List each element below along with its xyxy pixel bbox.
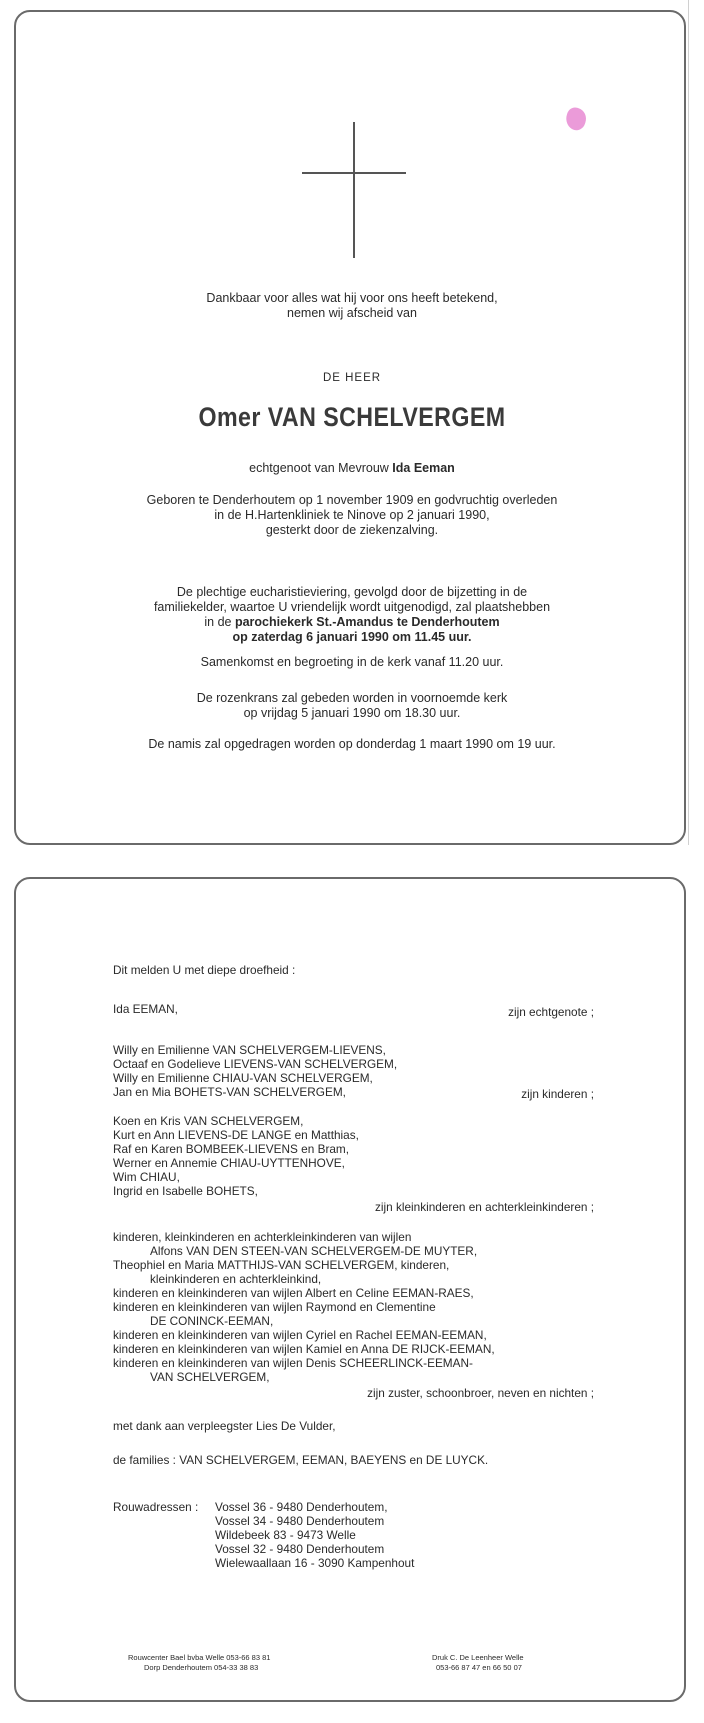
- family-entry: VAN SCHELVERGEM,: [150, 1370, 270, 1384]
- children-role: zijn kinderen ;: [521, 1087, 594, 1101]
- footer-left-line-1: Rouwcenter Bael bvba Welle 053-66 83 81: [128, 1653, 271, 1662]
- ceremony-line-1: De plechtige eucharistieviering, gevolgd door de bijzetting in de: [176, 585, 528, 599]
- address-entry: Vossel 36 - 9480 Denderhoutem,: [215, 1500, 388, 1514]
- address-entry: Wildebeek 83 - 9473 Welle: [215, 1528, 356, 1542]
- announcement-intro: Dit melden U met diepe droefheid :: [113, 963, 296, 977]
- family-entry: kinderen en kleinkinderen van wijlen Kamiel en Anna DE RIJCK-EEMAN,: [113, 1342, 495, 1356]
- family-role: zijn zuster, schoonbroer, neven en nichten ;: [367, 1386, 594, 1400]
- birth-line-2: in de H.Hartenkliniek te Ninove op 2 januari 1990,: [214, 508, 490, 522]
- address-entry: Vossel 34 - 9480 Denderhoutem: [215, 1514, 385, 1528]
- spouse-entry: Ida EEMAN,: [113, 1002, 178, 1016]
- spouse-prefix: echtgenoot van Mevrouw: [249, 461, 393, 475]
- grandchild-entry: Wim CHIAU,: [113, 1170, 180, 1184]
- spouse-role: zijn echtgenote ;: [508, 1005, 594, 1019]
- address-entry: Wielewaallaan 16 - 3090 Kampenhout: [215, 1556, 415, 1570]
- rosary-line-2: op vrijdag 5 januari 1990 om 18.30 uur.: [243, 706, 461, 720]
- family-entry: DE CONINCK-EEMAN,: [150, 1314, 274, 1328]
- child-entry: Willy en Emilienne VAN SCHELVERGEM-LIEVENS,: [113, 1043, 386, 1057]
- family-entry: Theophiel en Maria MATTHIJS-VAN SCHELVERGEM, kinderen,: [113, 1258, 450, 1272]
- nurse-thanks: met dank aan verpleegster Lies De Vulder,: [113, 1419, 336, 1433]
- footer-right-line-2: 053-66 87 47 en 66 50 07: [436, 1663, 522, 1672]
- grandchild-entry: Koen en Kris VAN SCHELVERGEM,: [113, 1114, 304, 1128]
- ceremony-date: op zaterdag 6 januari 1990 om 11.45 uur.: [232, 630, 472, 644]
- spouse-line: [0, 461, 704, 476]
- intro-line-2: nemen wij afscheid van: [287, 306, 417, 320]
- footer-right-line-1: Druk C. De Leenheer Welle: [432, 1653, 524, 1662]
- deceased-name: Omer VAN SCHELVERGEM: [198, 402, 506, 432]
- child-entry: Jan en Mia BOHETS-VAN SCHELVERGEM,: [113, 1085, 346, 1099]
- families-line: de families : VAN SCHELVERGEM, EEMAN, BAEYENS en DE LUYCK.: [113, 1453, 489, 1467]
- footer-left-line-2: Dorp Denderhoutem 054-33 38 83: [144, 1663, 259, 1672]
- family-entry: kinderen, kleinkinderen en achterkleinkinderen van wijlen: [113, 1230, 412, 1244]
- family-entry: kinderen en kleinkinderen van wijlen Denis SCHEERLINCK-EEMAN-: [113, 1356, 473, 1370]
- church-prefix: in de: [204, 615, 235, 629]
- grandchild-entry: Kurt en Ann LIEVENS-DE LANGE en Matthias,: [113, 1128, 359, 1142]
- intro-line-1: Dankbaar voor alles wat hij voor ons heeft betekend,: [206, 291, 498, 305]
- family-entry: kinderen en kleinkinderen van wijlen Cyriel en Rachel EEMAN-EEMAN,: [113, 1328, 487, 1342]
- family-entry: kinderen en kleinkinderen van wijlen Raymond en Clementine: [113, 1300, 436, 1314]
- cross-icon-horizontal: [302, 172, 406, 174]
- child-entry: Octaaf en Godelieve LIEVENS-VAN SCHELVERGEM,: [113, 1057, 398, 1071]
- grandchild-entry: Werner en Annemie CHIAU-UYTTENHOVE,: [113, 1156, 345, 1170]
- spouse-name: Ida Eeman: [392, 461, 455, 475]
- family-entry: kinderen en kleinkinderen van wijlen Albert en Celine EEMAN-RAES,: [113, 1286, 474, 1300]
- child-entry: Willy en Emilienne CHIAU-VAN SCHELVERGEM,: [113, 1071, 373, 1085]
- grandchild-entry: Raf en Karen BOMBEEK-LIEVENS en Bram,: [113, 1142, 350, 1156]
- title-prefix: DE HEER: [322, 372, 382, 384]
- grandchild-entry: Ingrid en Isabelle BOHETS,: [113, 1184, 258, 1198]
- church-line: [0, 615, 704, 630]
- birth-line-3: gesterkt door de ziekenzalving.: [265, 523, 439, 537]
- cross-icon-vertical: [353, 122, 355, 258]
- ceremony-line-2: familiekelder, waartoe U vriendelijk wordt uitgenodigd, zal plaatshebben: [153, 600, 551, 614]
- addresses-label: Rouwadressen :: [113, 1500, 199, 1514]
- gathering-line: Samenkomst en begroeting in de kerk vanaf 11.20 uur.: [200, 655, 504, 669]
- grandchildren-role: zijn kleinkinderen en achterkleinkinderen ;: [374, 1200, 594, 1214]
- address-entry: Vossel 32 - 9480 Denderhoutem: [215, 1542, 385, 1556]
- family-entry: Alfons VAN DEN STEEN-VAN SCHELVERGEM-DE MUYTER,: [150, 1244, 478, 1258]
- month-mass-line: De namis zal opgedragen worden op donderdag 1 maart 1990 om 19 uur.: [148, 737, 556, 751]
- family-entry: kleinkinderen en achterkleinkind,: [150, 1272, 322, 1286]
- church-name: parochiekerk St.-Amandus te Denderhoutem: [234, 615, 500, 629]
- birth-line-1: Geboren te Denderhoutem op 1 november 1909 en godvruchtig overleden: [146, 493, 558, 507]
- rosary-line-1: De rozenkrans zal gebeden worden in voornoemde kerk: [196, 691, 508, 705]
